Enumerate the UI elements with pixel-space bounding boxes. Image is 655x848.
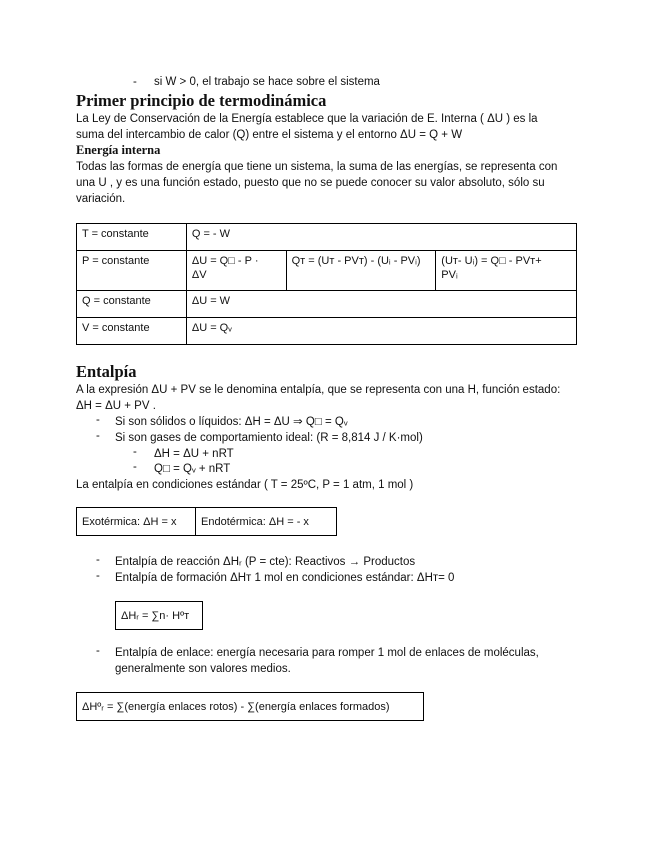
subtitle-energia-interna: Energía interna (76, 143, 161, 157)
formula-box-reaction-enthalpy: ΔHᵣ = ∑n· Hºᴛ (115, 601, 203, 630)
bullet-dash: - (96, 414, 100, 426)
table-cell: T = constante (77, 224, 187, 251)
formula-box-bond-enthalpy: ΔHºᵣ = ∑(energía enlaces rotos) - ∑(energía enlaces formados) (76, 692, 424, 721)
bullet-dash: - (96, 570, 100, 582)
table-cell: Qᴛ = (Uᴛ - PVᴛ) - (Uᵢ - PVᵢ) (286, 251, 436, 291)
paragraph-line: A la expresión ΔU + PV se le denomina entalpía, que se representa con una H, función estado: (76, 384, 561, 396)
paragraph-line: una U , y es una función estado, puesto que no se puede conocer su valor absoluto, sólo su (76, 177, 545, 189)
list-item: Si son gases de comportamiento ideal: (R = 8,814 J / K·mol) (115, 432, 423, 444)
bullet-dash: - (133, 461, 137, 473)
table-cell: Q = - W (186, 224, 576, 251)
table-row (77, 251, 577, 291)
list-item: Si son sólidos o líquidos: ΔH = ΔU ⇒ Q□ = Qᵥ (115, 416, 348, 428)
top-bullet-text: si W > 0, el trabajo se hace sobre el sistema (154, 76, 380, 88)
thermo-process-table (76, 223, 577, 345)
table-cell: ΔU = Q□ - P · ΔV (186, 251, 286, 291)
bullet-dash: - (96, 430, 100, 442)
paragraph-line: variación. (76, 193, 126, 205)
section-title-entalpia: Entalpía (76, 362, 137, 381)
table-cell: Q = constante (77, 291, 187, 318)
paragraph-line: La Ley de Conservación de la Energía establece que la variación de E. Interna ( ΔU ) es la (76, 113, 538, 125)
exothermic-cell: Exotérmica: ΔH = x (76, 507, 196, 536)
table-cell: (Uᴛ- Uᵢ) = Q□ - PVᴛ+ PVᵢ (436, 251, 577, 291)
list-item: Entalpía de formación ΔHᴛ 1 mol en condiciones estándar: ΔHᴛ= 0 (115, 572, 455, 584)
table-cell: P = constante (77, 251, 187, 291)
list-item: Entalpía de reacción ΔHᵣ (P = cte): Reactivos → Productos (115, 556, 416, 568)
endothermic-cell: Endotérmica: ΔH = - x (195, 507, 337, 536)
paragraph-line: Todas las formas de energía que tiene un sistema, la suma de las energías, se representa con (76, 161, 558, 173)
list-item: Q□ = Qᵥ + nRT (154, 463, 231, 475)
table-cell: ΔU = W (186, 291, 576, 318)
bullet-dash: - (96, 554, 100, 566)
list-item-continuation: generalmente son valores medios. (115, 663, 291, 675)
table-cell: V = constante (77, 318, 187, 345)
section-title-primer-principio: Primer principio de termodinámica (76, 91, 327, 110)
bullet-dash: - (133, 76, 137, 88)
paragraph-line: suma del intercambio de calor (Q) entre el sistema y el entorno ΔU = Q + W (76, 129, 463, 141)
list-item: ΔH = ΔU + nRT (154, 448, 234, 460)
bullet-dash: - (96, 645, 100, 657)
bullet-dash: - (133, 446, 137, 458)
paragraph-line: ΔH = ΔU + PV . (76, 400, 156, 412)
list-item: Entalpía de enlace: energía necesaria para romper 1 mol de enlaces de moléculas, (115, 647, 539, 659)
table-row (77, 224, 577, 251)
table-cell: ΔU = Qᵥ (186, 318, 576, 345)
table-row (77, 318, 577, 345)
paragraph-line: La entalpía en condiciones estándar ( T = 25ºC, P = 1 atm, 1 mol ) (76, 479, 414, 491)
table-row (77, 291, 577, 318)
